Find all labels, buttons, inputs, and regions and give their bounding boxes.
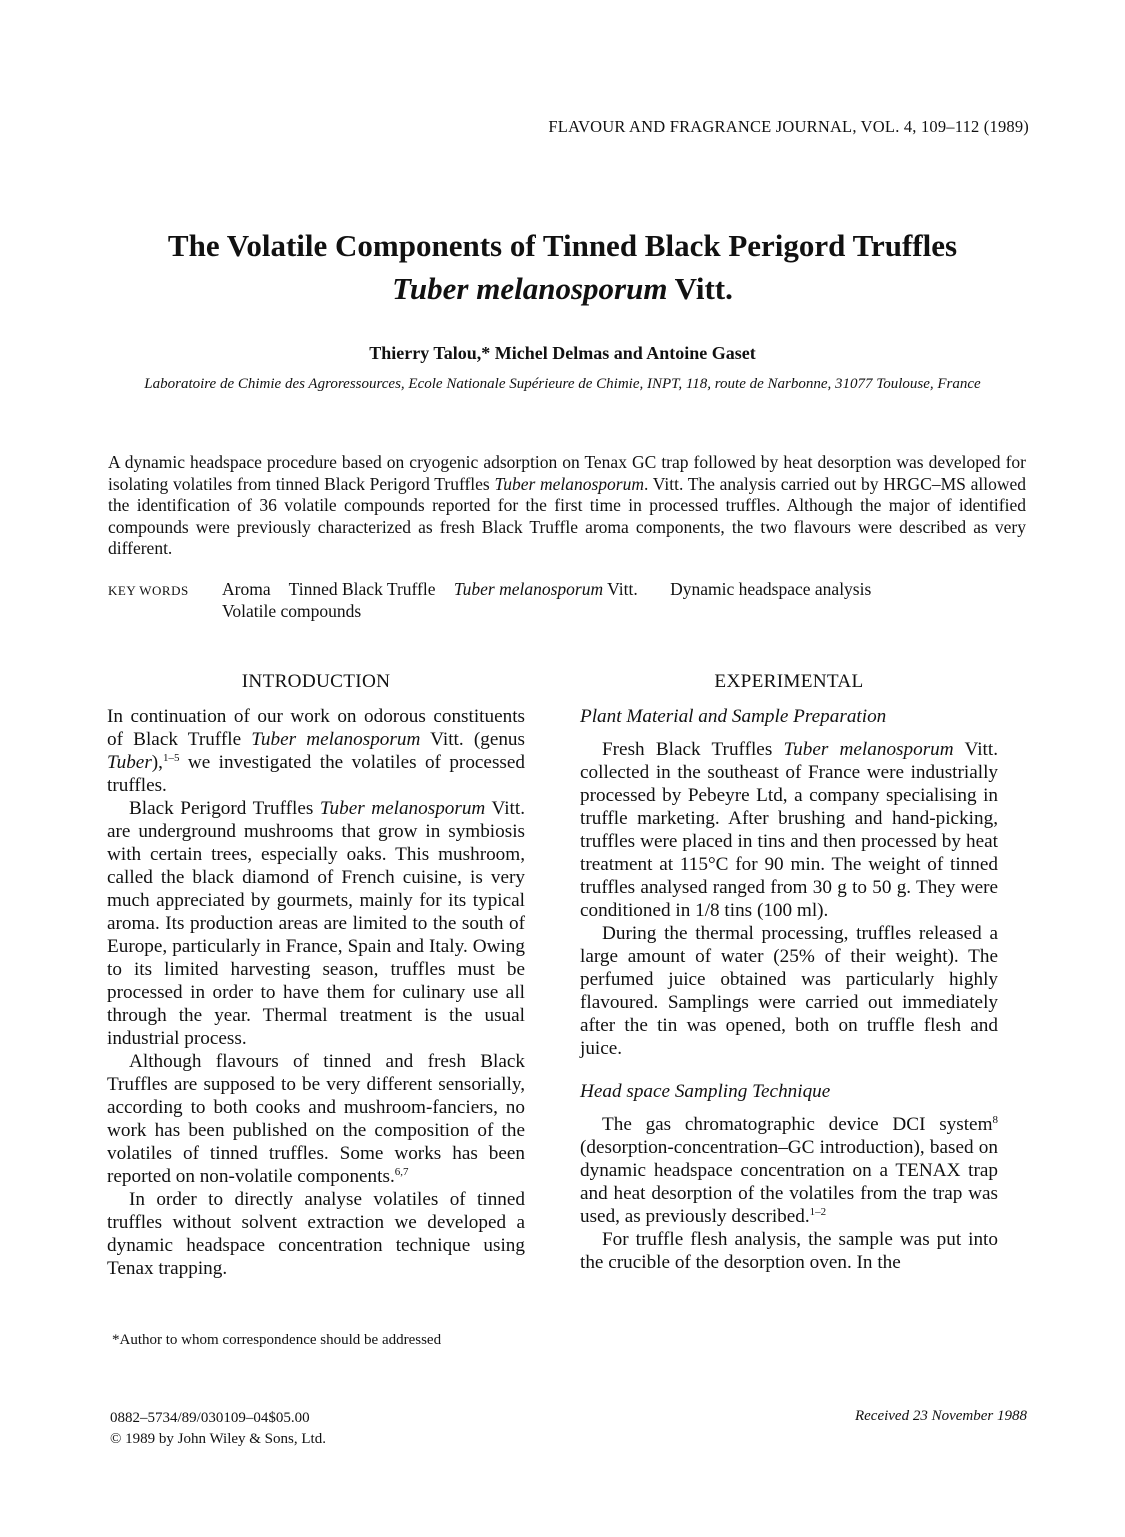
exp-paragraph-2: During the thermal processing, truffles released a large amount of water (25% of their weight). The perfumed juice obtained was particularly highly flavoured. Samplings were carried out immediately after the tin was opened, both on truffle flesh and juice. — [580, 923, 998, 1059]
exp-paragraph-3: The gas chromatographic device DCI system$^8$ (desorption-concentration–GC introduction), based on dynamic headspace concentration on a TENAX trap and heat desorption of the volatiles from the trap was used, as previously described.$^{1-2}$ — [580, 1114, 998, 1227]
citation: 8 — [992, 1114, 998, 1126]
intro-paragraph-4: In order to directly analyse volatiles of tinned truffles without solvent extraction we developed a dynamic headspace concentration technique using Tenax trapping. — [107, 1189, 525, 1279]
abstract-text — [108, 452, 1026, 560]
title-species: Tuber melanosporum — [392, 271, 668, 306]
introduction-heading: INTRODUCTION — [241, 671, 391, 692]
abstract — [108, 452, 1026, 560]
keyword: Aroma — [222, 579, 271, 599]
intro-paragraph-2: Black Perigord Truffles Tuber melanosporum Vitt. are underground mushrooms that grow in symbiosis with certain trees, especially oaks. This mushroom, called the black diamond of French cuisine, is very much appreciated by gourmets, mainly for its typical aroma. Its production areas are limited to the south of Europe, particularly in France, Spain and Italy. Owing to its limited harvesting season, truffles must be processed in order to have them for culinary use all through the year. Thermal treatment is the usual industrial process. — [107, 798, 525, 1049]
keyword: Tuber melanosporum Vitt. — [453, 579, 638, 599]
received-date: Received 23 November 1988 — [854, 1408, 1027, 1424]
citation: 1–2 — [809, 1206, 827, 1218]
subheading-plant-material: Plant Material and Sample Preparation — [580, 706, 887, 727]
citation: 6,7 — [394, 1166, 409, 1178]
intro-paragraph-3: Although flavours of tinned and fresh Black Truffles are supposed to be very different sensorially, according to both cooks and mushroom-fanciers, no work has been published on the composition of the volatiles of tinned truffles. Some works has been reported on non-volatile components.$^{6,7}$ — [107, 1051, 525, 1187]
title-vitt: Vitt. — [667, 271, 733, 306]
copyright-line: © 1989 by John Wiley & Sons, Ltd. — [110, 1431, 326, 1447]
keyword: Volatile compounds — [222, 601, 362, 621]
correspondence-footnote: *Author to whom correspondence should be addressed — [112, 1332, 442, 1348]
intro-paragraph-1: In continuation of our work on odorous constituents of Black Truffle Tuber melanosporum Vitt. (genus Tuber),$^{1-5}$ we investigated the volatiles of processed truffles. — [107, 706, 525, 796]
keywords — [108, 578, 1026, 622]
affiliation: Laboratoire de Chimie des Agroressources, Ecole Nationale Supérieure de Chimie, INPT, 118, route de Narbonne, 31077 Toulouse, France — [144, 376, 981, 392]
keywords-list — [222, 578, 1026, 622]
authors: Thierry Talou,* Michel Delmas and Antoine Gaset — [369, 343, 756, 363]
subheading-headspace: Head space Sampling Technique — [580, 1081, 831, 1102]
title-line-2 — [0, 267, 1125, 310]
keyword: Dynamic headspace analysis — [670, 579, 872, 599]
exp-paragraph-1: Fresh Black Truffles Tuber melanosporum Vitt. collected in the southeast of France were industrially processed by Pebeyre Ltd, a company specialising in truffle marketing. After brushing and hand-picking, truffles were placed in tins and then processed by heat treatment at 115°C for 90 min. The weight of tinned truffles analysed ranged from 30 g to 50 g. They were conditioned in 1/8 tins (100 ml). — [580, 739, 998, 921]
experimental-heading: EXPERIMENTAL — [714, 671, 864, 692]
abstract-part-1: A dynamic headspace procedure based on cryogenic adsorption on Tenax GC trap followed by heat desorption was developed for isolating volatiles from tinned Black Perigord Truffles — [108, 452, 1026, 494]
citation: 1–5 — [162, 752, 180, 764]
paper-title — [0, 224, 1125, 310]
introduction-column — [107, 670, 525, 1280]
abstract-part-2: . Vitt. The analysis carried out by HRGC–MS allowed the identification of 36 volatile compounds reported for the first time in processed truffles. Although the major of identified compounds were previously characterized as fresh Black Truffle aroma components, the two flavours were described as very different. — [108, 473, 1026, 558]
journal-header: FLAVOUR AND FRAGRANCE JOURNAL, VOL. 4, 109–112 (1989) — [548, 117, 1029, 136]
title-line-1: The Volatile Components of Tinned Black Perigord Truffles — [167, 228, 958, 263]
abstract-species: Tuber melanosporum — [494, 473, 645, 494]
experimental-column — [580, 670, 998, 1274]
copyright-block — [110, 1408, 326, 1450]
keywords-label: KEY WORDS — [108, 583, 189, 598]
article-code: 0882–5734/89/030109–04$05.00 — [110, 1410, 310, 1426]
keyword: Tinned Black Truffle — [288, 579, 436, 599]
exp-paragraph-4: For truffle flesh analysis, the sample was put into the crucible of the desorption oven. In the — [580, 1229, 998, 1273]
